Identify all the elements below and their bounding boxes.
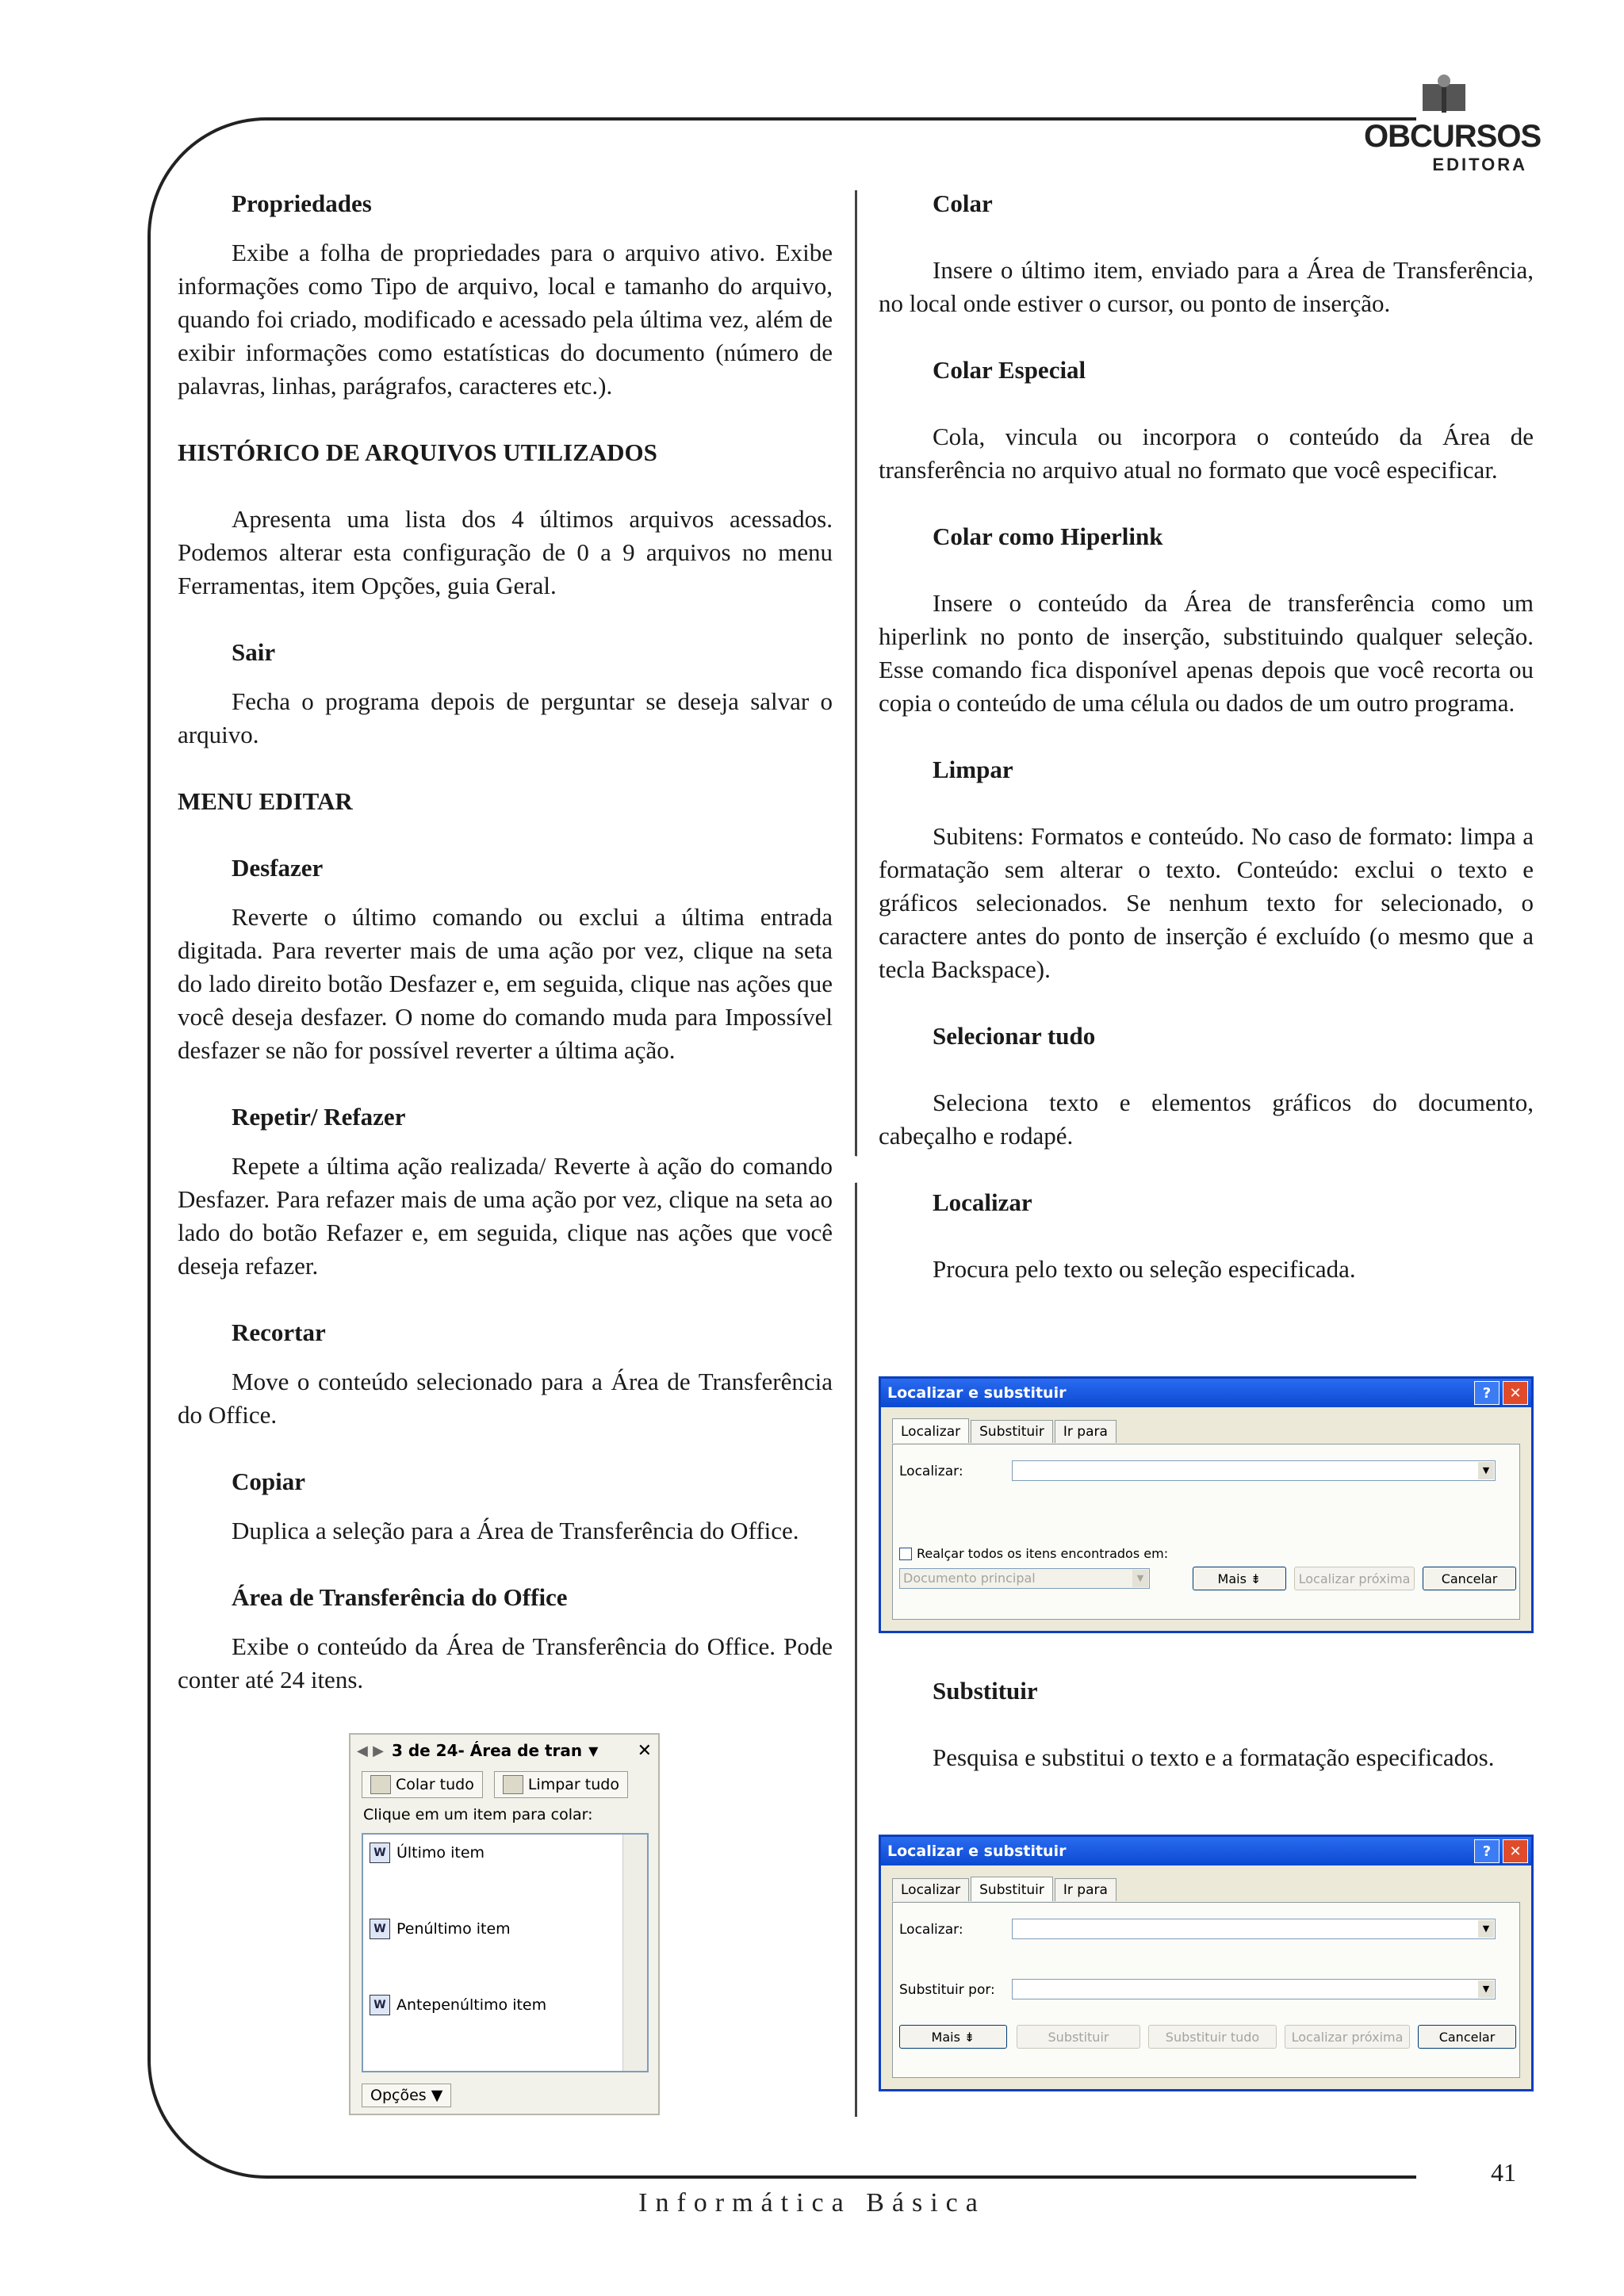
close-icon[interactable]: ✕ xyxy=(1503,1381,1528,1405)
back-arrow-icon[interactable]: ◀ ▶ xyxy=(357,1742,384,1759)
paragraph: Insere o último item, enviado para a Área de Transferência, no local onde estiver o cursor, ou ponto de inserção. xyxy=(879,256,1534,317)
paragraph: Procura pelo texto ou seleção especificada. xyxy=(933,1255,1356,1283)
clipboard-item[interactable]: W Último item xyxy=(370,1843,485,1863)
paragraph: Seleciona texto e elementos gráficos do documento, cabeçalho e rodapé. xyxy=(879,1089,1534,1150)
heading-area-transferencia: Área de Transferência do Office xyxy=(232,1583,568,1611)
paste-icon xyxy=(370,1775,391,1794)
logo-brand: OBCURSOS xyxy=(1364,119,1542,154)
find-dialog xyxy=(879,1376,1534,1633)
replace-button[interactable]: Substituir xyxy=(1017,2025,1140,2049)
replace-label: Substituir por: xyxy=(899,1982,995,1998)
heading-colar: Colar xyxy=(933,189,993,217)
section-title: HISTÓRICO DE ARQUIVOS UTILIZADOS xyxy=(178,438,657,466)
left-column xyxy=(178,187,833,1697)
help-icon[interactable]: ? xyxy=(1474,1839,1500,1863)
scrollbar[interactable] xyxy=(622,1835,647,2071)
paragraph: Exibe o conteúdo da Área de Transferência do Office. Pode conter até 24 itens. xyxy=(178,1632,833,1693)
paste-all-button[interactable]: Colar tudo xyxy=(362,1771,483,1798)
clipboard-item[interactable]: W Penúltimo item xyxy=(370,1919,511,1939)
column-divider xyxy=(855,190,857,2117)
replace-all-button[interactable]: Substituir tudo xyxy=(1148,2025,1277,2049)
footer-title: Informática Básica xyxy=(638,2188,986,2218)
dialog-titlebar: Localizar e substituir ? ✕ xyxy=(881,1379,1531,1407)
right-column xyxy=(879,187,1534,1286)
page-number: 41 xyxy=(1491,2158,1516,2187)
clipboard-instruction: Clique em um item para colar: xyxy=(363,1806,593,1823)
replace-dialog xyxy=(879,1835,1534,2091)
help-icon[interactable]: ? xyxy=(1474,1381,1500,1405)
tab-localizar[interactable]: Localizar xyxy=(892,1878,969,1901)
options-button[interactable]: Opções ▼ xyxy=(362,2084,451,2107)
dialog-panel xyxy=(892,1444,1520,1620)
cancel-button[interactable]: Cancelar xyxy=(1418,2025,1516,2049)
clear-all-button[interactable]: Limpar tudo xyxy=(494,1771,628,1798)
book-icon xyxy=(1416,73,1472,117)
heading-colar-hiperlink: Colar como Hiperlink xyxy=(933,522,1163,550)
find-next-button[interactable]: Localizar próxima xyxy=(1294,1567,1415,1590)
clipboard-item[interactable]: W Antepenúltimo item xyxy=(370,1995,546,2015)
heading-sair: Sair xyxy=(232,638,276,666)
highlight-checkbox[interactable]: Realçar todos os itens encontrados em: xyxy=(899,1546,1168,1561)
word-doc-icon: W xyxy=(370,1919,390,1939)
paragraph: Reverte o último comando ou exclui a última entrada digitada. Para reverter mais de uma ação por vez, clique na seta do lado direito botão Desfazer e, em seguida, clique nas ações que você deseja desfazer. O nome do comando muda para Impossível desfazer se não for possível reverter a última ação. xyxy=(178,903,833,1064)
dialog-titlebar: Localizar e substituir ? ✕ xyxy=(881,1837,1531,1866)
clear-icon xyxy=(503,1775,523,1794)
more-button[interactable]: Mais ⇟ xyxy=(1193,1567,1286,1590)
word-doc-icon: W xyxy=(370,1843,390,1863)
tab-ir-para[interactable]: Ir para xyxy=(1055,1878,1116,1901)
publisher-logo xyxy=(1364,67,1542,174)
logo-sub: EDITORA xyxy=(1432,155,1527,174)
clipboard-pane xyxy=(349,1733,660,2115)
tab-substituir[interactable]: Substituir xyxy=(971,1877,1053,1901)
checkbox-box[interactable] xyxy=(899,1548,912,1560)
close-icon[interactable]: ✕ xyxy=(1503,1839,1528,1863)
heading-selecionar-tudo: Selecionar tudo xyxy=(933,1022,1096,1050)
clipboard-items-list xyxy=(362,1833,649,2072)
cancel-button[interactable]: Cancelar xyxy=(1423,1567,1516,1590)
find-label: Localizar: xyxy=(899,1922,963,1938)
dialog-panel xyxy=(892,1902,1520,2078)
heading-propriedades: Propriedades xyxy=(232,189,372,217)
dropdown-arrow-icon[interactable]: ▼ xyxy=(1478,1980,1494,1998)
find-input[interactable] xyxy=(1012,1919,1496,1939)
dropdown-arrow-icon[interactable]: ▼ xyxy=(1478,1462,1494,1479)
tab-substituir[interactable]: Substituir xyxy=(971,1420,1053,1443)
heading-limpar: Limpar xyxy=(933,756,1013,783)
dropdown-arrow-icon[interactable]: ▼ xyxy=(588,1743,599,1758)
scope-select[interactable]: Documento principal ▼ xyxy=(899,1568,1150,1589)
find-input[interactable] xyxy=(1012,1460,1496,1481)
paragraph: Repete a última ação realizada/ Reverte à ação do comando Desfazer. Para refazer mais de uma ação por vez, clique na seta ao lado do botão Refazer e, em seguida, clique nas ações que você deseja refazer. xyxy=(178,1152,833,1280)
tab-ir-para[interactable]: Ir para xyxy=(1055,1420,1116,1443)
heading-colar-especial: Colar Especial xyxy=(933,356,1086,384)
paragraph: Apresenta uma lista dos 4 últimos arquivos acessados. Podemos alterar esta configuração de 0 a 9 arquivos no menu Ferramentas, item Opções, guia Geral. xyxy=(178,505,833,599)
paragraph: Pesquisa e substitui o texto e a formatação especificados. xyxy=(933,1743,1495,1771)
more-button[interactable]: Mais ⇟ xyxy=(899,2025,1007,2049)
close-icon[interactable]: ✕ xyxy=(637,1740,652,1761)
right-column-lower xyxy=(879,1674,1534,1774)
paragraph: Exibe a folha de propriedades para o arquivo ativo. Exibe informações como Tipo de arquivo, local e tamanho do arquivo, quando foi criado, modificado e acessado pela última vez, além de exibir informações como estatísticas do documento (número de palavras, linhas, parágrafos, caracteres etc.). xyxy=(178,239,833,400)
heading-substituir: Substituir xyxy=(933,1677,1038,1705)
heading-copiar: Copiar xyxy=(232,1468,305,1495)
find-next-button[interactable]: Localizar próxima xyxy=(1285,2025,1410,2049)
paragraph: Move o conteúdo selecionado para a Área de Transferência do Office. xyxy=(178,1368,833,1429)
find-label: Localizar: xyxy=(899,1464,963,1479)
clipboard-title: 3 de 24- Área de tran xyxy=(391,1741,583,1760)
paragraph: Fecha o programa depois de perguntar se deseja salvar o arquivo. xyxy=(178,687,833,748)
heading-repetir: Repetir/ Refazer xyxy=(232,1103,406,1131)
paragraph: Duplica a seleção para a Área de Transferência do Office. xyxy=(232,1517,799,1544)
heading-localizar: Localizar xyxy=(933,1188,1032,1216)
replace-input[interactable] xyxy=(1012,1979,1496,1999)
heading-desfazer: Desfazer xyxy=(232,854,324,882)
paragraph: Cola, vincula ou incorpora o conteúdo da Área de transferência no arquivo atual no formato que você especificar. xyxy=(879,423,1534,484)
dropdown-arrow-icon[interactable]: ▼ xyxy=(1478,1920,1494,1938)
clipboard-header xyxy=(350,1735,658,1766)
divider-ornament xyxy=(841,1156,868,1183)
paragraph: Subitens: Formatos e conteúdo. No caso de formato: limpa a formatação sem alterar o texto. Conteúdo: exclui o texto e gráficos selecionados. Se nenhum texto for selecionado, o caractere antes do ponto de inserção é excluído (o mesmo que a tecla Backspace). xyxy=(879,822,1534,983)
paragraph: Insere o conteúdo da Área de transferência como um hiperlink no ponto de inserção, substituindo qualquer seleção. Esse comando fica disponível apenas depois que você recorta ou copia o conteúdo de uma célula ou dados de um outro programa. xyxy=(879,589,1534,717)
heading-recortar: Recortar xyxy=(232,1318,326,1346)
section-title: MENU EDITAR xyxy=(178,787,353,815)
word-doc-icon: W xyxy=(370,1995,390,2015)
tab-localizar[interactable]: Localizar xyxy=(892,1418,969,1443)
dropdown-arrow-icon[interactable]: ▼ xyxy=(1132,1570,1148,1587)
